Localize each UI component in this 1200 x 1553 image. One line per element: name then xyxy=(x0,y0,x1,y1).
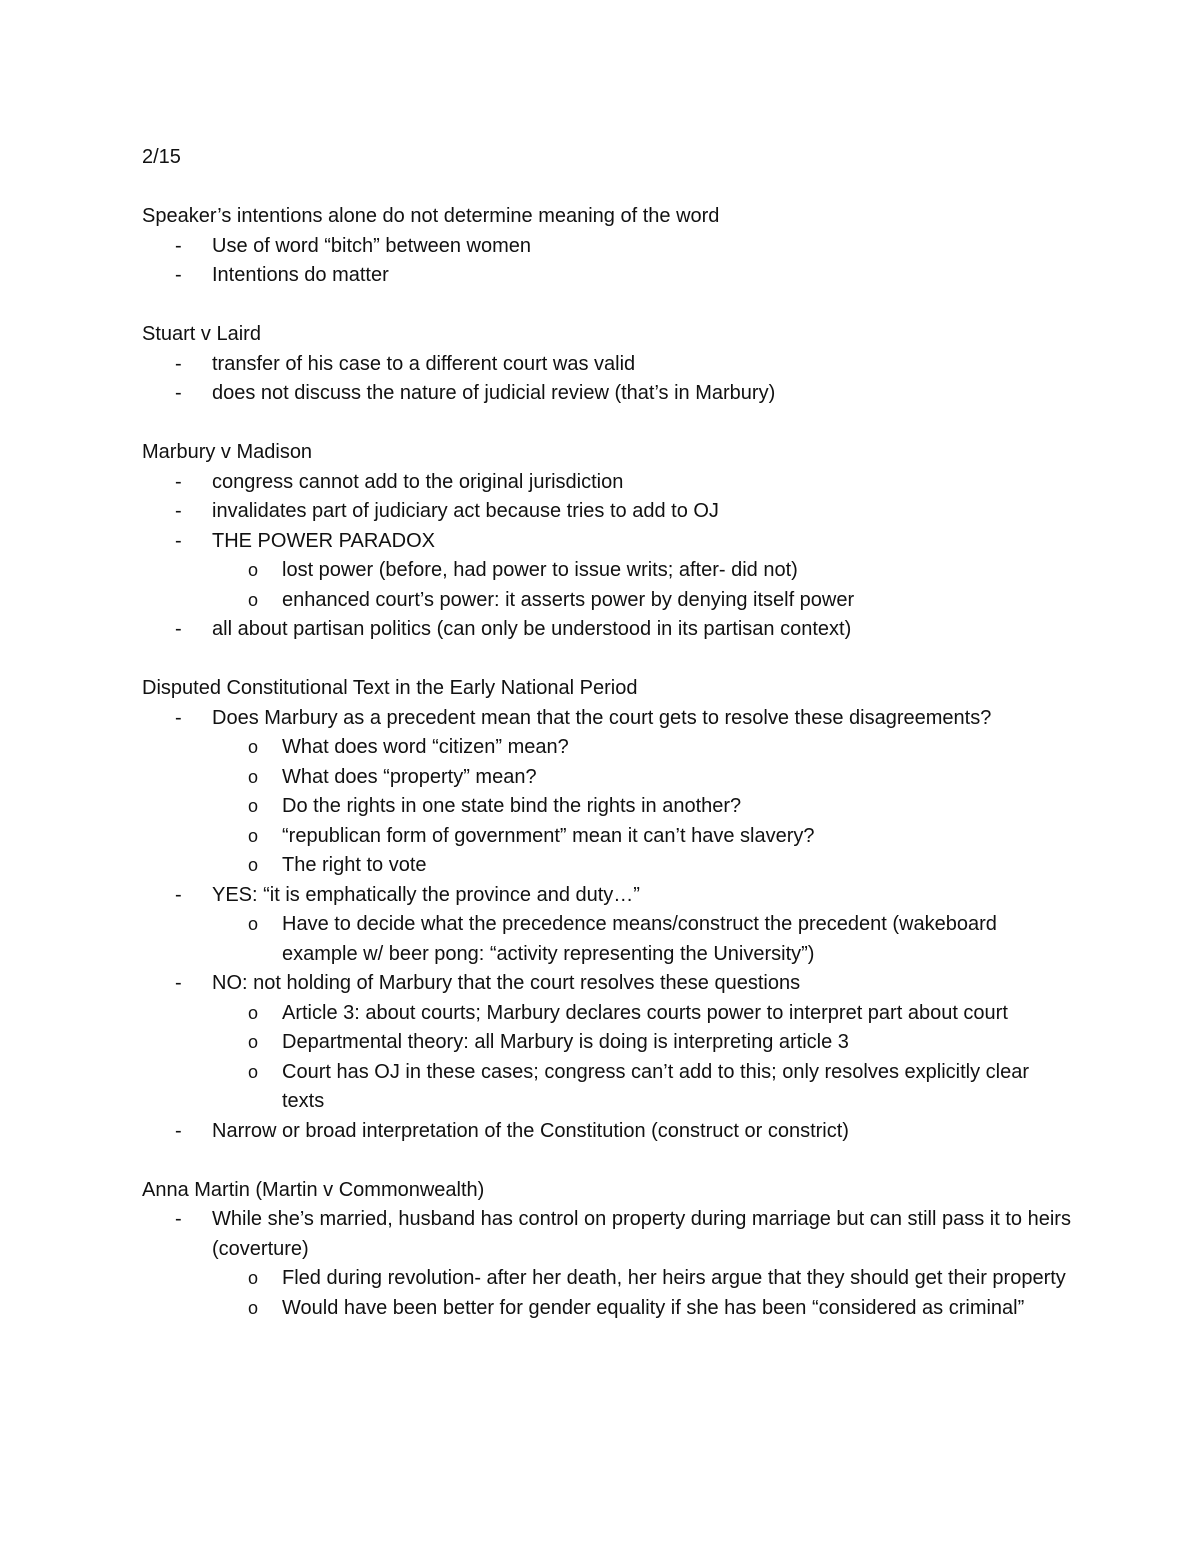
list-item xyxy=(142,261,1072,291)
dash-bullet-icon: - xyxy=(175,352,182,375)
dash-bullet-icon: - xyxy=(175,972,182,994)
list-item xyxy=(142,232,1072,262)
sub-list-item xyxy=(142,1058,1072,1117)
list-item xyxy=(142,704,1072,734)
circle-bullet-icon: o xyxy=(248,1032,259,1052)
list-item xyxy=(142,969,1072,999)
dash-bullet-icon: - xyxy=(175,529,182,552)
sub-list-item-text: Departmental theory: all Marbury is doing is interpreting article 3 xyxy=(282,1031,849,1053)
list-item xyxy=(142,615,1072,645)
dash-bullet-icon: - xyxy=(175,706,182,729)
list-item xyxy=(142,881,1072,911)
sub-list-item-text: Court has OJ in these cases; congress can’t add to this; only resolves explicitly clear texts xyxy=(282,1060,1030,1112)
note-section xyxy=(142,320,1072,409)
note-section xyxy=(142,202,1072,291)
section-heading: Stuart v Laird xyxy=(142,323,261,345)
sub-list-item xyxy=(142,999,1072,1029)
list-item xyxy=(142,1117,1072,1147)
list-item-text: all about partisan politics (can only be understood in its partisan context) xyxy=(212,618,852,640)
circle-bullet-icon: o xyxy=(248,737,259,757)
section-heading: Speaker’s intentions alone do not determine meaning of the word xyxy=(142,205,720,227)
circle-bullet-icon: o xyxy=(248,766,259,787)
sub-list-item xyxy=(142,1028,1072,1058)
sub-list-item xyxy=(142,733,1072,763)
list-item xyxy=(142,379,1072,409)
sub-list-item xyxy=(142,556,1072,586)
list-item-text: Use of word “bitch” between women xyxy=(212,234,532,257)
section-heading: Disputed Constitutional Text in the Early National Period xyxy=(142,677,638,699)
sub-list-item-text: The right to vote xyxy=(282,854,427,876)
list-item-text: transfer of his case to a different court was valid xyxy=(212,352,636,375)
sub-list-item xyxy=(142,910,1072,969)
note-section xyxy=(142,438,1072,645)
dash-bullet-icon: - xyxy=(175,382,182,404)
circle-bullet-icon: o xyxy=(248,796,259,816)
list-item-text: Intentions do matter xyxy=(212,264,389,286)
sub-list-item xyxy=(142,586,1072,616)
list-item xyxy=(142,527,1072,557)
sub-list-item-text: Have to decide what the precedence means/construct the precedent (wakeboard example w/ beer pong: “activity representing the University”) xyxy=(282,913,997,965)
section-heading: Anna Martin (Martin v Commonwealth) xyxy=(142,1178,485,1201)
list-item-text: Narrow or broad interpretation of the Constitution (construct or constrict) xyxy=(212,1119,849,1142)
circle-bullet-icon: o xyxy=(248,1268,259,1288)
sub-list-item-text: Do the rights in one state bind the rights in another? xyxy=(282,795,742,817)
list-item xyxy=(142,468,1072,498)
sub-list-item-text: Would have been better for gender equality if she has been “considered as criminal” xyxy=(282,1296,1025,1319)
dash-bullet-icon: - xyxy=(175,264,182,286)
list-item-text: congress cannot add to the original jurisdiction xyxy=(212,470,624,493)
sub-list-item xyxy=(142,1294,1072,1324)
note-sections xyxy=(142,202,1072,1323)
list-item xyxy=(142,497,1072,527)
sub-list-item xyxy=(142,763,1072,793)
circle-bullet-icon: o xyxy=(248,1061,259,1082)
circle-bullet-icon: o xyxy=(248,914,259,934)
list-item-text: While she’s married, husband has control on property during marriage but can still pass it to heirs (coverture) xyxy=(212,1208,1071,1260)
section-heading: Marbury v Madison xyxy=(142,441,313,463)
sub-list-item xyxy=(142,792,1072,822)
circle-bullet-icon: o xyxy=(248,1297,259,1318)
notes-content xyxy=(142,143,1072,1353)
sub-list-item-text: What does “property” mean? xyxy=(282,765,537,788)
circle-bullet-icon: o xyxy=(248,560,259,580)
list-item-text: YES: “it is emphatically the province and duty…” xyxy=(212,883,640,906)
list-item-text: invalidates part of judiciary act because tries to add to OJ xyxy=(212,500,719,522)
circle-bullet-icon: o xyxy=(248,1002,259,1023)
dash-bullet-icon: - xyxy=(175,470,182,493)
sub-list-item xyxy=(142,822,1072,852)
dash-bullet-icon: - xyxy=(175,883,182,906)
list-item-text: does not discuss the nature of judicial review (that’s in Marbury) xyxy=(212,382,776,404)
sub-list-item xyxy=(142,851,1072,881)
circle-bullet-icon: o xyxy=(248,825,259,846)
sub-list-item-text: Fled during revolution- after her death, her heirs argue that they should get their property xyxy=(282,1267,1066,1289)
sub-list-item-text: Article 3: about courts; Marbury declares courts power to interpret part about court xyxy=(282,1001,1008,1024)
sub-list-item-text: “republican form of government” mean it can’t have slavery? xyxy=(282,824,815,847)
circle-bullet-icon: o xyxy=(248,589,259,610)
dash-bullet-icon: - xyxy=(175,234,182,257)
sub-list-item-text: What does word “citizen” mean? xyxy=(282,736,569,758)
sub-list-item-text: lost power (before, had power to issue writs; after- did not) xyxy=(282,559,798,581)
list-item-text: Does Marbury as a precedent mean that the court gets to resolve these disagreements? xyxy=(212,706,992,729)
dash-bullet-icon: - xyxy=(175,1119,182,1142)
sub-list-item xyxy=(142,1264,1072,1294)
note-section xyxy=(142,1176,1072,1324)
dash-bullet-icon: - xyxy=(175,500,182,522)
list-item-text: THE POWER PARADOX xyxy=(212,529,435,552)
list-item-text: NO: not holding of Marbury that the court resolves these questions xyxy=(212,972,801,994)
dash-bullet-icon: - xyxy=(175,618,182,640)
list-item xyxy=(142,1205,1072,1264)
dash-bullet-icon: - xyxy=(175,1208,182,1230)
list-item xyxy=(142,350,1072,380)
sub-list-item-text: enhanced court’s power: it asserts power by denying itself power xyxy=(282,588,855,611)
note-date: 2/15 xyxy=(142,146,181,168)
circle-bullet-icon: o xyxy=(248,855,259,875)
note-section xyxy=(142,674,1072,1146)
